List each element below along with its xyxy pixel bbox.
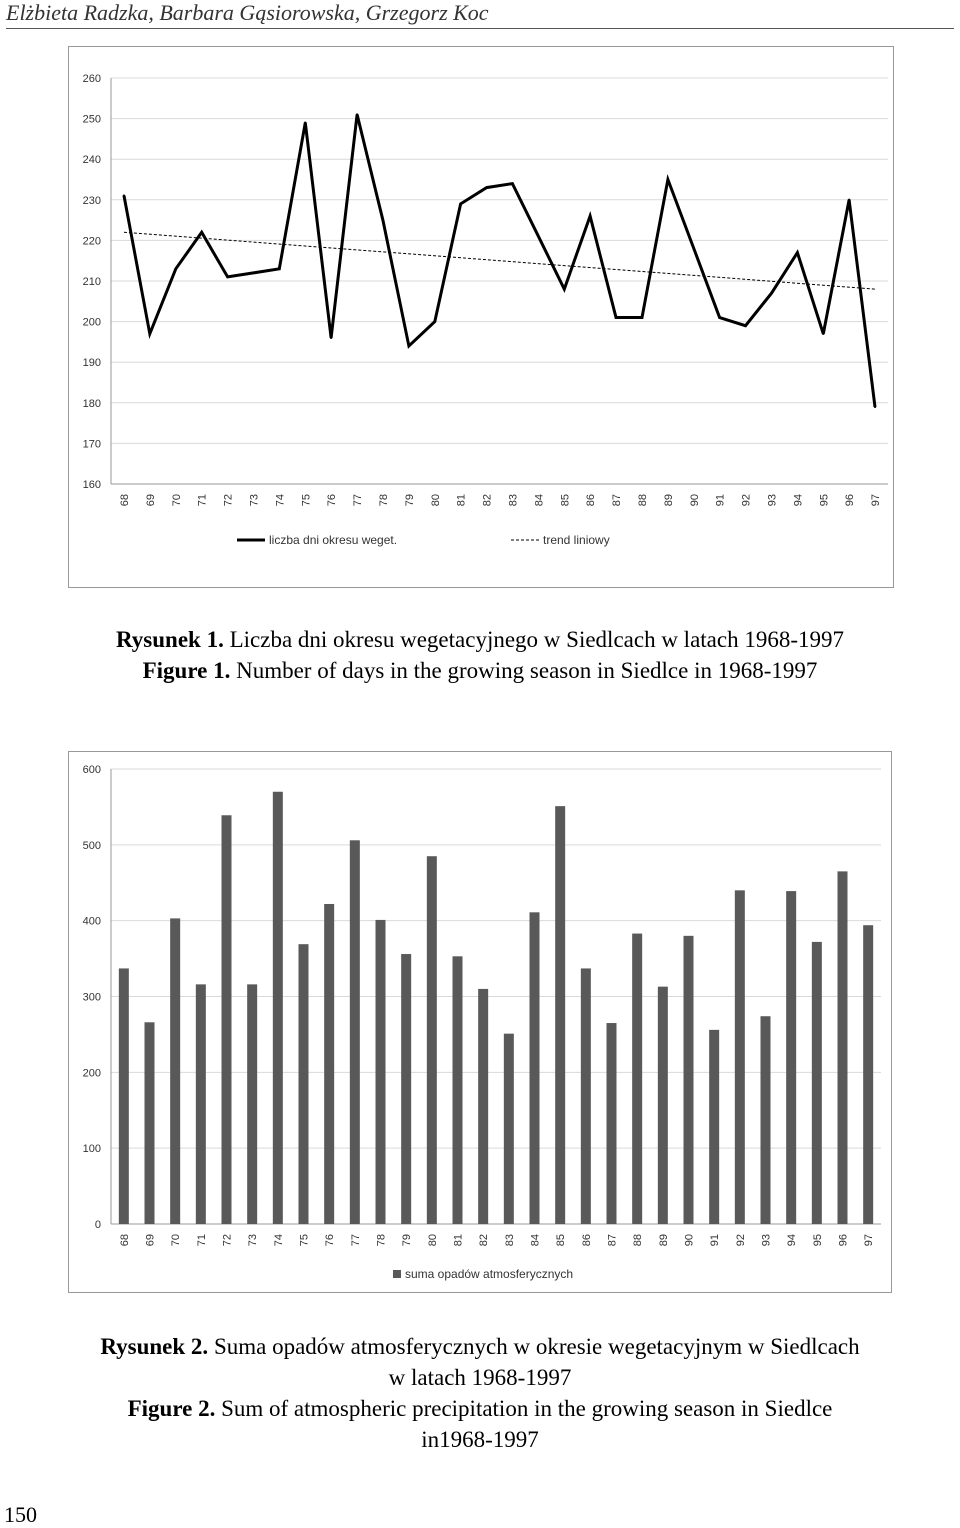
bar <box>376 920 386 1224</box>
y-tick-label: 0 <box>94 1219 101 1231</box>
x-tick-label: 87 <box>611 494 624 507</box>
legend-label: suma opadów atmosferycznych <box>405 1267 574 1281</box>
x-tick-label: 86 <box>585 494 598 507</box>
x-tick-label: 89 <box>657 1234 670 1247</box>
x-tick-label: 72 <box>221 1234 234 1247</box>
bar <box>196 984 206 1224</box>
figure2-text-en-1: Sum of atmospheric precipitation in the growing season in Siedlce <box>215 1396 833 1421</box>
bar <box>478 989 488 1224</box>
x-tick-label: 69 <box>144 494 157 507</box>
x-tick-label: 85 <box>555 1234 568 1247</box>
data-point <box>641 316 643 318</box>
x-tick-label: 71 <box>195 1234 208 1247</box>
x-tick-label: 94 <box>792 494 805 507</box>
x-tick-label: 90 <box>683 1234 696 1247</box>
x-tick-label: 70 <box>170 1234 183 1247</box>
x-tick-label: 95 <box>811 1234 824 1247</box>
data-point <box>615 316 617 318</box>
data-point <box>408 345 410 347</box>
x-tick-label: 93 <box>760 1234 773 1247</box>
x-tick-label: 80 <box>426 1234 439 1247</box>
data-point <box>304 121 306 123</box>
data-point <box>278 268 280 270</box>
bar-chart-svg <box>69 752 891 1292</box>
bar <box>273 792 283 1224</box>
bar <box>324 904 334 1224</box>
bar <box>247 984 257 1224</box>
bar <box>299 944 309 1224</box>
x-tick-label: 85 <box>559 494 572 507</box>
x-tick-label: 71 <box>196 494 209 507</box>
legend-label: liczba dni okresu weget. <box>269 533 398 547</box>
bar <box>119 968 129 1224</box>
bar <box>838 871 848 1224</box>
figure1-caption-en <box>0 655 960 686</box>
bar <box>863 925 873 1224</box>
data-point <box>485 186 487 188</box>
x-tick-label: 84 <box>529 1234 542 1247</box>
x-tick-label: 83 <box>503 1234 516 1247</box>
line-chart-svg <box>69 47 893 587</box>
x-tick-label: 88 <box>636 494 649 507</box>
x-tick-label: 81 <box>452 1234 465 1247</box>
x-tick-label: 73 <box>248 494 261 507</box>
x-tick-label: 77 <box>352 494 365 507</box>
figure2-caption <box>0 1331 960 1455</box>
page-number: 150 <box>4 1502 37 1527</box>
x-tick-label: 75 <box>298 1234 311 1247</box>
y-tick-label: 190 <box>82 357 101 370</box>
data-point <box>252 272 254 274</box>
bar <box>607 1023 617 1224</box>
x-tick-label: 93 <box>766 494 779 507</box>
x-tick-label: 76 <box>326 494 339 507</box>
data-point <box>796 251 798 253</box>
data-point <box>382 219 384 221</box>
x-tick-label: 73 <box>247 1234 260 1247</box>
data-point <box>589 215 591 217</box>
data-point <box>200 231 202 233</box>
y-tick-label: 400 <box>82 915 101 928</box>
x-tick-label: 86 <box>580 1234 593 1247</box>
x-tick-label: 92 <box>734 1234 747 1247</box>
x-tick-label: 70 <box>170 494 183 507</box>
y-tick-label: 200 <box>82 1067 101 1080</box>
bar <box>427 856 437 1224</box>
data-point <box>848 199 850 201</box>
x-tick-label: 74 <box>274 494 287 507</box>
bar <box>786 891 796 1224</box>
data-point <box>459 203 461 205</box>
figure2-caption-en-line2: in1968-1997 <box>421 1427 539 1452</box>
data-point <box>330 337 332 339</box>
figure1-caption-pl <box>0 624 960 655</box>
x-tick-label: 79 <box>401 1234 414 1247</box>
x-tick-label: 95 <box>818 494 831 507</box>
x-tick-label: 94 <box>786 1234 799 1247</box>
figure2-label-pl: Rysunek 2. <box>100 1334 209 1359</box>
y-tick-label: 160 <box>82 479 101 491</box>
x-tick-label: 88 <box>632 1234 645 1247</box>
data-point <box>718 316 720 318</box>
y-tick-label: 210 <box>82 276 101 288</box>
figure1-label-en: Figure 1. <box>142 658 231 683</box>
bar <box>735 890 745 1224</box>
x-tick-label: 97 <box>870 494 883 507</box>
y-tick-label: 300 <box>82 991 101 1004</box>
figure2-label-en: Figure 2. <box>127 1396 216 1421</box>
x-tick-label: 92 <box>740 494 753 507</box>
data-point <box>744 324 746 326</box>
bar <box>658 987 668 1224</box>
y-tick-label: 180 <box>82 397 101 410</box>
legend-swatch-bar <box>393 1270 401 1278</box>
x-tick-label: 79 <box>403 494 416 507</box>
x-tick-label: 87 <box>606 1234 619 1247</box>
x-tick-label: 83 <box>507 494 520 507</box>
bar <box>453 956 463 1224</box>
y-tick-label: 230 <box>82 194 101 207</box>
figure2-caption-pl-line2: w latach 1968-1997 <box>388 1365 572 1390</box>
data-point <box>511 182 513 184</box>
x-tick-label: 68 <box>118 494 131 507</box>
y-tick-label: 100 <box>82 1143 101 1156</box>
data-point <box>874 406 876 408</box>
data-point <box>434 320 436 322</box>
bar <box>350 840 360 1224</box>
bar <box>709 1030 719 1224</box>
data-point <box>175 268 177 270</box>
y-tick-label: 240 <box>82 154 101 167</box>
data-point <box>226 276 228 278</box>
figure2-caption-pl-line1 <box>0 1331 960 1362</box>
growing-season-days-chart <box>68 46 894 588</box>
bar <box>222 815 232 1224</box>
data-point <box>770 292 772 294</box>
data-point <box>537 235 539 237</box>
x-tick-label: 91 <box>709 1234 722 1247</box>
header-rule <box>6 28 954 29</box>
data-point <box>123 195 125 197</box>
bar <box>145 1022 155 1224</box>
figure1-caption <box>0 624 960 686</box>
x-tick-label: 96 <box>844 494 857 507</box>
figure2-text-pl-1: Suma opadów atmosferycznych w okresie wegetacyjnym w Siedlcach <box>208 1334 860 1359</box>
bar <box>632 934 642 1224</box>
x-tick-label: 97 <box>863 1234 876 1247</box>
data-point <box>693 247 695 249</box>
bar <box>684 936 694 1224</box>
x-tick-label: 91 <box>714 494 727 507</box>
x-tick-label: 82 <box>481 494 494 507</box>
y-tick-label: 200 <box>82 316 101 329</box>
bar <box>504 1034 514 1224</box>
bar <box>555 806 565 1224</box>
x-tick-label: 84 <box>533 494 546 507</box>
x-tick-label: 69 <box>144 1234 157 1247</box>
bar <box>581 968 591 1224</box>
x-tick-label: 96 <box>837 1234 850 1247</box>
x-tick-label: 82 <box>478 1234 491 1247</box>
bar <box>761 1016 771 1224</box>
bar <box>401 954 411 1224</box>
y-tick-label: 220 <box>82 235 101 248</box>
bar <box>530 912 540 1224</box>
x-tick-label: 81 <box>455 494 468 507</box>
x-tick-label: 74 <box>272 1234 285 1247</box>
y-tick-label: 500 <box>82 839 101 852</box>
x-tick-label: 89 <box>662 494 675 507</box>
data-point <box>356 113 358 115</box>
data-point <box>563 288 565 290</box>
y-tick-label: 600 <box>82 764 101 776</box>
data-point <box>667 178 669 180</box>
bar <box>170 918 180 1224</box>
figure1-text-en: Number of days in the growing season in Siedlce in 1968-1997 <box>230 658 818 683</box>
x-tick-label: 68 <box>118 1234 131 1247</box>
y-tick-label: 250 <box>82 113 101 126</box>
legend-label-trend: trend liniowy <box>543 533 610 547</box>
y-tick-label: 170 <box>82 438 101 451</box>
x-tick-label: 78 <box>377 494 390 507</box>
figure1-label-pl: Rysunek 1. <box>116 627 224 652</box>
x-tick-label: 75 <box>300 494 313 507</box>
figure2-caption-en-line1 <box>0 1393 960 1424</box>
x-tick-label: 78 <box>375 1234 388 1247</box>
data-point <box>822 333 824 335</box>
running-head-authors: Elżbieta Radzka, Barbara Gąsiorowska, Grzegorz Koc <box>6 0 489 25</box>
precipitation-chart <box>68 751 892 1293</box>
data-point <box>149 333 151 335</box>
y-tick-label: 260 <box>82 73 101 85</box>
x-tick-label: 76 <box>324 1234 337 1247</box>
x-tick-label: 72 <box>222 494 235 507</box>
x-tick-label: 77 <box>349 1234 362 1247</box>
x-tick-label: 80 <box>429 494 442 507</box>
bar <box>812 942 822 1224</box>
x-tick-label: 90 <box>688 494 701 507</box>
figure1-text-pl: Liczba dni okresu wegetacyjnego w Siedlcach w latach 1968-1997 <box>223 627 844 652</box>
